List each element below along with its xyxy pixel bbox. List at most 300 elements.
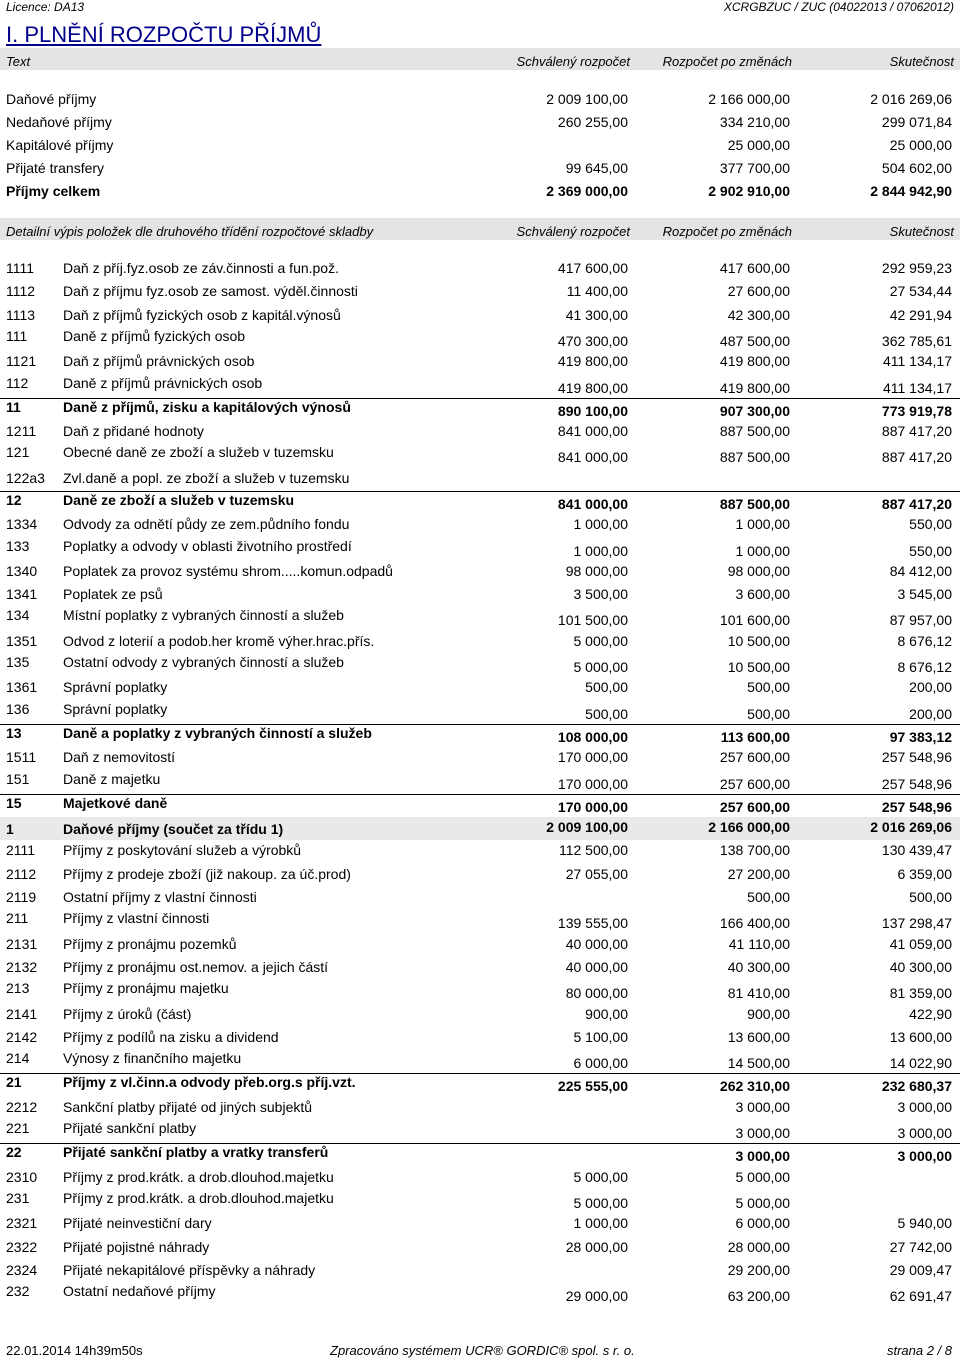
summary-approved: 99 645,00 bbox=[565, 160, 628, 176]
row-label: Poplatek ze psů bbox=[63, 586, 163, 602]
row-approved: 41 300,00 bbox=[565, 307, 628, 323]
row-actual: 27 534,44 bbox=[889, 283, 952, 299]
row-changed: 2 166 000,00 bbox=[708, 819, 790, 835]
row-code: 1351 bbox=[6, 633, 38, 649]
row-code: 2132 bbox=[6, 959, 38, 975]
row-actual: 27 742,00 bbox=[889, 1239, 952, 1255]
row-actual: 97 383,12 bbox=[889, 729, 952, 745]
summary-actual: 504 602,00 bbox=[881, 160, 952, 176]
row-label: Příjmy z prod.krátk. a drob.dlouhod.majetku bbox=[63, 1169, 334, 1185]
row-actual: 2 016 269,06 bbox=[870, 819, 952, 835]
row-changed: 907 300,00 bbox=[719, 403, 790, 419]
row-approved: 500,00 bbox=[585, 679, 628, 695]
row-actual: 550,00 bbox=[909, 543, 952, 559]
row-label: Příjmy z vlastní činnosti bbox=[63, 910, 210, 926]
row-label: Příjmy z prodeje zboží (již nakoup. za úč.prod) bbox=[63, 866, 351, 882]
table-row bbox=[0, 514, 960, 537]
row-actual: 40 300,00 bbox=[889, 959, 952, 975]
table-row bbox=[0, 724, 960, 748]
row-changed: 262 310,00 bbox=[719, 1078, 790, 1094]
row-code: 213 bbox=[6, 980, 30, 996]
footer-timestamp: 22.01.2014 14h39m50s bbox=[6, 1343, 143, 1358]
summary-changed: 377 700,00 bbox=[719, 160, 790, 176]
row-changed: 887 500,00 bbox=[719, 496, 790, 512]
row-label: Poplatky a odvody v oblasti životního prostředí bbox=[63, 538, 352, 554]
row-changed: 3 600,00 bbox=[735, 586, 790, 602]
summary-changed: 334 210,00 bbox=[719, 114, 790, 130]
table-row bbox=[0, 328, 960, 351]
table-row bbox=[0, 771, 960, 794]
row-code: 221 bbox=[6, 1120, 30, 1136]
row-approved: 98 000,00 bbox=[565, 563, 628, 579]
row-code: 1341 bbox=[6, 586, 38, 602]
table-row bbox=[0, 258, 960, 281]
row-label: Příjmy z poskytování služeb a výrobků bbox=[63, 842, 302, 858]
row-label: Daně z příjmů, zisku a kapitálových výnosů bbox=[63, 399, 351, 415]
row-actual: 3 000,00 bbox=[897, 1148, 952, 1164]
row-code: 21 bbox=[6, 1074, 22, 1090]
summary-row bbox=[0, 157, 960, 179]
row-changed: 14 500,00 bbox=[727, 1055, 790, 1071]
row-changed: 887 500,00 bbox=[719, 449, 790, 465]
table-row bbox=[0, 375, 960, 398]
col-text-header: Text bbox=[6, 54, 31, 69]
row-code: 136 bbox=[6, 701, 30, 717]
row-approved: 900,00 bbox=[585, 1006, 628, 1022]
row-approved: 1 000,00 bbox=[573, 516, 628, 532]
row-label: Odvod z loterií a podob.her kromě výher.hrac.přís. bbox=[63, 633, 375, 649]
row-code: 2310 bbox=[6, 1169, 38, 1185]
row-actual: 887 417,20 bbox=[881, 496, 952, 512]
row-code: 135 bbox=[6, 654, 30, 670]
table-row bbox=[0, 491, 960, 515]
row-approved: 1 000,00 bbox=[573, 1215, 628, 1231]
row-code: 1211 bbox=[6, 423, 37, 439]
row-approved: 80 000,00 bbox=[565, 985, 628, 1001]
row-actual: 29 009,47 bbox=[889, 1262, 952, 1278]
table-row bbox=[0, 1097, 960, 1120]
row-approved: 139 555,00 bbox=[557, 915, 628, 931]
row-actual: 14 022,90 bbox=[889, 1055, 952, 1071]
row-label: Obecné daně ze zboží a služeb v tuzemsku bbox=[63, 444, 334, 460]
row-changed: 417 600,00 bbox=[719, 260, 790, 276]
row-actual: 422,90 bbox=[909, 1006, 952, 1022]
table-row bbox=[0, 817, 960, 840]
row-actual: 3 000,00 bbox=[897, 1099, 952, 1115]
row-approved: 5 000,00 bbox=[573, 633, 628, 649]
table-row bbox=[0, 1260, 960, 1283]
row-changed: 257 600,00 bbox=[719, 776, 790, 792]
table-row bbox=[0, 747, 960, 770]
row-code: 122a3 bbox=[6, 470, 45, 486]
row-label: Příjmy z pronájmu ost.nemov. a jejich částí bbox=[63, 959, 329, 975]
row-changed: 29 200,00 bbox=[727, 1262, 790, 1278]
row-code: 121 bbox=[6, 444, 30, 460]
summary-approved: 260 255,00 bbox=[557, 114, 628, 130]
summary-row bbox=[0, 88, 960, 110]
row-approved: 841 000,00 bbox=[557, 449, 628, 465]
row-label: Daň z přidané hodnoty bbox=[63, 423, 204, 439]
row-actual: 81 359,00 bbox=[889, 985, 952, 1001]
row-changed: 6 000,00 bbox=[735, 1215, 790, 1231]
row-label: Přijaté nekapitálové příspěvky a náhrady bbox=[63, 1262, 316, 1278]
row-changed: 887 500,00 bbox=[719, 423, 790, 439]
row-approved: 5 000,00 bbox=[573, 1169, 628, 1185]
row-changed: 3 000,00 bbox=[735, 1125, 790, 1141]
row-label: Zvl.daně a popl. ze zboží a služeb v tuzemsku bbox=[63, 470, 350, 486]
row-code: 1111 bbox=[6, 260, 35, 276]
table-row bbox=[0, 538, 960, 561]
row-code: 22 bbox=[6, 1144, 22, 1160]
table-row bbox=[0, 1237, 960, 1260]
row-label: Výnosy z finančního majetku bbox=[63, 1050, 242, 1066]
row-changed: 113 600,00 bbox=[720, 729, 790, 745]
row-code: 112 bbox=[6, 375, 29, 391]
row-approved: 170 000,00 bbox=[557, 749, 628, 765]
summary-approved: 2 369 000,00 bbox=[546, 183, 628, 199]
row-label: Příjmy z pronájmu majetku bbox=[63, 980, 229, 996]
summary-approved: 2 009 100,00 bbox=[546, 91, 628, 107]
row-label: Daně z příjmů fyzických osob bbox=[63, 328, 246, 344]
row-actual: 42 291,94 bbox=[889, 307, 952, 323]
row-changed: 40 300,00 bbox=[727, 959, 790, 975]
row-label: Správní poplatky bbox=[63, 679, 168, 695]
row-label: Přijaté sankční platby a vratky transferů bbox=[63, 1144, 329, 1160]
col-changed-header: Rozpočet po změnách bbox=[662, 54, 792, 69]
row-approved: 5 000,00 bbox=[573, 1195, 628, 1211]
summary-changed: 25 000,00 bbox=[727, 137, 790, 153]
row-approved: 29 000,00 bbox=[565, 1288, 628, 1304]
row-code: 134 bbox=[6, 607, 30, 623]
row-code: 2212 bbox=[6, 1099, 38, 1115]
row-changed: 81 410,00 bbox=[727, 985, 790, 1001]
row-approved: 6 000,00 bbox=[573, 1055, 628, 1071]
row-label: Příjmy z úroků (část) bbox=[63, 1006, 192, 1022]
row-actual: 362 785,61 bbox=[881, 333, 952, 349]
summary-label: Příjmy celkem bbox=[6, 183, 101, 199]
row-actual: 773 919,78 bbox=[881, 403, 952, 419]
row-changed: 487 500,00 bbox=[719, 333, 790, 349]
row-actual: 130 439,47 bbox=[881, 842, 952, 858]
row-code: 2111 bbox=[6, 842, 36, 858]
row-changed: 63 200,00 bbox=[727, 1288, 790, 1304]
row-code: 111 bbox=[6, 328, 28, 344]
row-changed: 257 600,00 bbox=[719, 749, 790, 765]
row-actual: 137 298,47 bbox=[881, 915, 952, 931]
detail-text-header: Detailní výpis položek dle druhového třídění rozpočtové skladby bbox=[6, 224, 374, 239]
table-row bbox=[0, 864, 960, 887]
table-row bbox=[0, 305, 960, 328]
table-row bbox=[0, 677, 960, 700]
row-changed: 500,00 bbox=[747, 679, 790, 695]
row-approved: 841 000,00 bbox=[557, 423, 628, 439]
row-code: 2141 bbox=[6, 1006, 38, 1022]
row-actual: 257 548,96 bbox=[881, 749, 952, 765]
table-row bbox=[0, 654, 960, 677]
row-changed: 98 000,00 bbox=[727, 563, 790, 579]
row-changed: 419 800,00 bbox=[719, 353, 790, 369]
row-code: 133 bbox=[6, 538, 30, 554]
row-actual: 41 059,00 bbox=[889, 936, 952, 952]
row-actual: 13 600,00 bbox=[889, 1029, 952, 1045]
row-approved: 108 000,00 bbox=[557, 729, 628, 745]
row-actual: 887 417,20 bbox=[881, 449, 952, 465]
row-approved: 225 555,00 bbox=[557, 1078, 628, 1094]
row-actual: 411 134,17 bbox=[882, 353, 952, 369]
row-code: 151 bbox=[6, 771, 30, 787]
row-label: Daň z příjmů právnických osob bbox=[63, 353, 255, 369]
summary-row bbox=[0, 134, 960, 156]
col-actual-header: Skutečnost bbox=[889, 54, 954, 69]
row-actual: 3 000,00 bbox=[897, 1125, 952, 1141]
row-changed: 257 600,00 bbox=[719, 799, 790, 815]
row-changed: 27 600,00 bbox=[727, 283, 790, 299]
table-row bbox=[0, 468, 960, 491]
row-changed: 3 000,00 bbox=[735, 1148, 790, 1164]
row-changed: 900,00 bbox=[747, 1006, 790, 1022]
row-approved: 112 500,00 bbox=[558, 842, 628, 858]
table-row bbox=[0, 1283, 960, 1306]
row-changed: 1 000,00 bbox=[735, 543, 790, 559]
row-actual: 8 676,12 bbox=[897, 633, 952, 649]
row-approved: 170 000,00 bbox=[557, 799, 628, 815]
row-approved: 417 600,00 bbox=[557, 260, 628, 276]
row-label: Daň z příjmu fyz.osob ze samost. výděl.činnosti bbox=[63, 283, 358, 299]
row-changed: 419 800,00 bbox=[719, 380, 790, 396]
row-label: Příjmy z prod.krátk. a drob.dlouhod.majetku bbox=[63, 1190, 334, 1206]
table-row bbox=[0, 840, 960, 863]
row-code: 2131 bbox=[6, 936, 38, 952]
table-row bbox=[0, 957, 960, 980]
row-changed: 500,00 bbox=[747, 889, 790, 905]
table-row bbox=[0, 934, 960, 957]
row-actual: 84 412,00 bbox=[889, 563, 952, 579]
table-row bbox=[0, 980, 960, 1003]
row-label: Daň z příjmů fyzických osob z kapitál.výnosů bbox=[63, 307, 341, 323]
page-title: I. PLNĚNÍ ROZPOČTU PŘÍJMŮ bbox=[6, 22, 322, 47]
row-label: Přijaté neinvestiční dary bbox=[63, 1215, 212, 1231]
row-code: 211 bbox=[6, 910, 29, 926]
row-approved: 40 000,00 bbox=[565, 936, 628, 952]
row-label: Ostatní nedaňové příjmy bbox=[63, 1283, 216, 1299]
row-approved: 890 100,00 bbox=[557, 403, 628, 419]
summary-actual: 299 071,84 bbox=[881, 114, 952, 130]
row-code: 1113 bbox=[6, 307, 36, 323]
table-row bbox=[0, 1213, 960, 1236]
row-changed: 41 110,00 bbox=[728, 936, 790, 952]
table-row bbox=[0, 1143, 960, 1167]
row-changed: 5 000,00 bbox=[735, 1169, 790, 1185]
row-code: 1121 bbox=[6, 353, 37, 369]
table-row bbox=[0, 1004, 960, 1027]
table-row bbox=[0, 1120, 960, 1143]
row-code: 231 bbox=[6, 1190, 30, 1206]
row-actual: 5 940,00 bbox=[897, 1215, 952, 1231]
row-code: 2321 bbox=[6, 1215, 38, 1231]
row-code: 12 bbox=[6, 492, 22, 508]
row-code: 1511 bbox=[6, 749, 37, 765]
summary-changed: 2 902 910,00 bbox=[708, 183, 790, 199]
table-row bbox=[0, 887, 960, 910]
row-code: 2142 bbox=[6, 1029, 38, 1045]
summary-label: Kapitálové příjmy bbox=[6, 137, 114, 153]
table-row bbox=[0, 444, 960, 467]
summary-row bbox=[0, 180, 960, 202]
row-actual: 200,00 bbox=[909, 706, 952, 722]
summary-label: Přijaté transfery bbox=[6, 160, 105, 176]
row-actual: 62 691,47 bbox=[889, 1288, 952, 1304]
table-row bbox=[0, 607, 960, 630]
row-approved: 27 055,00 bbox=[565, 866, 628, 882]
row-changed: 28 000,00 bbox=[727, 1239, 790, 1255]
row-label: Příjmy z podílů na zisku a dividend bbox=[63, 1029, 279, 1045]
row-approved: 500,00 bbox=[585, 706, 628, 722]
detail-header-bar bbox=[0, 218, 960, 240]
row-changed: 10 500,00 bbox=[727, 659, 790, 675]
row-label: Daně ze zboží a služeb v tuzemsku bbox=[63, 492, 295, 508]
detail-changed-header: Rozpočet po změnách bbox=[662, 224, 792, 239]
row-approved: 841 000,00 bbox=[557, 496, 628, 512]
row-approved: 2 009 100,00 bbox=[546, 819, 628, 835]
table-row bbox=[0, 281, 960, 304]
summary-actual: 25 000,00 bbox=[889, 137, 952, 153]
row-approved: 101 500,00 bbox=[557, 612, 628, 628]
row-code: 1340 bbox=[6, 563, 38, 579]
row-actual: 232 680,37 bbox=[881, 1078, 952, 1094]
row-actual: 8 676,12 bbox=[897, 659, 952, 675]
row-code: 2322 bbox=[6, 1239, 38, 1255]
row-changed: 3 000,00 bbox=[735, 1099, 790, 1115]
row-label: Daňové příjmy (součet za třídu 1) bbox=[63, 821, 284, 837]
row-changed: 10 500,00 bbox=[727, 633, 790, 649]
row-code: 232 bbox=[6, 1283, 30, 1299]
table-row bbox=[0, 1027, 960, 1050]
row-code: 1361 bbox=[6, 679, 38, 695]
row-approved: 419 800,00 bbox=[557, 380, 628, 396]
row-actual: 411 134,17 bbox=[882, 380, 952, 396]
row-code: 214 bbox=[6, 1050, 30, 1066]
row-label: Daň z příj.fyz.osob ze záv.činnosti a fun.pož. bbox=[63, 260, 339, 276]
summary-actual: 2 844 942,90 bbox=[870, 183, 952, 199]
row-label: Daně z příjmů právnických osob bbox=[63, 375, 263, 391]
row-actual: 87 957,00 bbox=[889, 612, 952, 628]
table-row bbox=[0, 1190, 960, 1213]
row-actual: 200,00 bbox=[909, 679, 952, 695]
row-label: Ostatní příjmy z vlastní činnosti bbox=[63, 889, 257, 905]
detail-actual-header: Skutečnost bbox=[889, 224, 954, 239]
row-code: 1334 bbox=[6, 516, 38, 532]
licence-label: Licence: DA13 bbox=[6, 0, 85, 14]
row-label: Sankční platby přijaté od jiných subjektů bbox=[63, 1099, 313, 1115]
summary-label: Nedaňové příjmy bbox=[6, 114, 112, 130]
row-changed: 138 700,00 bbox=[719, 842, 790, 858]
row-code: 1112 bbox=[6, 283, 36, 299]
row-approved: 5 000,00 bbox=[573, 659, 628, 675]
row-changed: 27 200,00 bbox=[727, 866, 790, 882]
row-approved: 170 000,00 bbox=[557, 776, 628, 792]
row-label: Daně z majetku bbox=[63, 771, 161, 787]
row-approved: 419 800,00 bbox=[557, 353, 628, 369]
row-approved: 28 000,00 bbox=[565, 1239, 628, 1255]
summary-label: Daňové příjmy bbox=[6, 91, 97, 107]
table-row bbox=[0, 421, 960, 444]
row-actual: 292 959,23 bbox=[881, 260, 952, 276]
footer-page: strana 2 / 8 bbox=[886, 1343, 952, 1358]
row-actual: 257 548,96 bbox=[881, 799, 952, 815]
row-actual: 887 417,20 bbox=[881, 423, 952, 439]
row-code: 13 bbox=[6, 725, 22, 741]
row-changed: 42 300,00 bbox=[727, 307, 790, 323]
row-actual: 257 548,96 bbox=[881, 776, 952, 792]
table-row bbox=[0, 561, 960, 584]
table-row bbox=[0, 631, 960, 654]
row-actual: 500,00 bbox=[909, 889, 952, 905]
row-changed: 166 400,00 bbox=[719, 915, 790, 931]
row-code: 2119 bbox=[6, 889, 37, 905]
row-label: Přijaté pojistné náhrady bbox=[63, 1239, 210, 1255]
row-actual: 550,00 bbox=[909, 516, 952, 532]
row-label: Odvody za odnětí půdy ze zem.půdního fondu bbox=[63, 516, 350, 532]
row-code: 15 bbox=[6, 795, 22, 811]
row-changed: 101 600,00 bbox=[719, 612, 790, 628]
row-code: 11 bbox=[6, 399, 21, 415]
row-label: Správní poplatky bbox=[63, 701, 168, 717]
row-label: Místní poplatky z vybraných činností a služeb bbox=[63, 607, 344, 623]
row-approved: 1 000,00 bbox=[573, 543, 628, 559]
table-row bbox=[0, 794, 960, 818]
table-row bbox=[0, 1050, 960, 1073]
summary-header-bar bbox=[0, 48, 960, 70]
row-changed: 5 000,00 bbox=[735, 1195, 790, 1211]
table-row bbox=[0, 398, 960, 422]
summary-actual: 2 016 269,06 bbox=[870, 91, 952, 107]
report-code: XCRGBZUC / ZUC (04022013 / 07062012) bbox=[723, 0, 954, 14]
col-approved-header: Schválený rozpočet bbox=[516, 54, 630, 69]
row-code: 2112 bbox=[6, 866, 37, 882]
summary-row bbox=[0, 111, 960, 133]
table-row bbox=[0, 1073, 960, 1097]
row-label: Příjmy z pronájmu pozemků bbox=[63, 936, 237, 952]
row-code: 2324 bbox=[6, 1262, 38, 1278]
row-label: Daň z nemovitostí bbox=[63, 749, 176, 765]
row-approved: 5 100,00 bbox=[573, 1029, 628, 1045]
row-code: 1 bbox=[6, 821, 14, 837]
row-label: Majetkové daně bbox=[63, 795, 168, 811]
table-row bbox=[0, 910, 960, 933]
row-actual: 3 545,00 bbox=[897, 586, 952, 602]
row-label: Přijaté sankční platby bbox=[63, 1120, 197, 1136]
row-changed: 500,00 bbox=[747, 706, 790, 722]
row-label: Daně a poplatky z vybraných činností a služeb bbox=[63, 725, 372, 741]
summary-changed: 2 166 000,00 bbox=[708, 91, 790, 107]
footer-system: Zpracováno systémem UCR® GORDIC® spol. s r. o. bbox=[330, 1343, 635, 1358]
detail-approved-header: Schválený rozpočet bbox=[516, 224, 630, 239]
row-changed: 13 600,00 bbox=[727, 1029, 790, 1045]
row-label: Poplatek za provoz systému shrom.....komun.odpadů bbox=[63, 563, 393, 579]
table-row bbox=[0, 701, 960, 724]
row-approved: 40 000,00 bbox=[565, 959, 628, 975]
row-label: Příjmy z vl.činn.a odvody přeb.org.s příj.vzt. bbox=[63, 1074, 356, 1090]
table-row bbox=[0, 584, 960, 607]
row-actual: 6 359,00 bbox=[897, 866, 952, 882]
table-row bbox=[0, 351, 960, 374]
row-approved: 470 300,00 bbox=[557, 333, 628, 349]
row-changed: 1 000,00 bbox=[735, 516, 790, 532]
row-approved: 3 500,00 bbox=[573, 586, 628, 602]
table-row bbox=[0, 1167, 960, 1190]
row-approved: 11 400,00 bbox=[566, 283, 628, 299]
row-label: Ostatní odvody z vybraných činností a služeb bbox=[63, 654, 344, 670]
